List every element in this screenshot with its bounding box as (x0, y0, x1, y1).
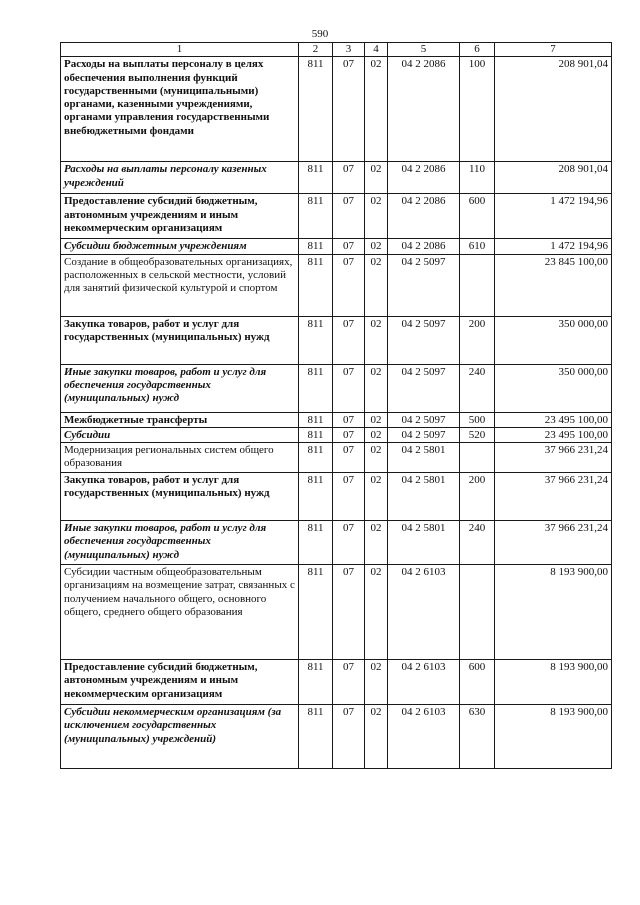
row-target-article-cell: 04 2 6103 (388, 565, 460, 660)
column-header-name: 1 (61, 43, 299, 57)
row-target-article-cell: 04 2 6103 (388, 705, 460, 769)
table-row (61, 162, 612, 194)
row-amount-cell: 37 966 231,24 (495, 521, 612, 565)
row-amount-cell: 350 000,00 (495, 316, 612, 364)
row-name-cell: Предоставление субсидий бюджетным, автономным учреждениям и иным некоммерческим организациям (61, 660, 299, 705)
row-section-cell: 07 (333, 521, 365, 565)
row-name-cell: Закупка товаров, работ и услуг для государственных (муниципальных) нужд (61, 473, 299, 521)
row-section-cell: 07 (333, 473, 365, 521)
column-header-department: 2 (299, 43, 333, 57)
row-department-cell: 811 (299, 412, 333, 427)
row-section-cell: 07 (333, 57, 365, 162)
row-name-cell: Расходы на выплаты персоналу в целях обеспечения выполнения функций государственными (муниципальными) органами, казенными учреждениями, органами управления государственными внебюджетными фондами (61, 57, 299, 162)
table-body (61, 57, 612, 769)
row-department-cell: 811 (299, 194, 333, 239)
row-amount-cell: 1 472 194,96 (495, 239, 612, 254)
row-target-article-cell: 04 2 2086 (388, 239, 460, 254)
row-subsection-cell: 02 (365, 239, 388, 254)
table-row (61, 364, 612, 412)
row-department-cell: 811 (299, 660, 333, 705)
row-department-cell: 811 (299, 364, 333, 412)
row-section-cell: 07 (333, 254, 365, 316)
row-name-cell: Межбюджетные трансферты (61, 412, 299, 427)
row-expense-type-cell (460, 565, 495, 660)
row-subsection-cell: 02 (365, 427, 388, 442)
column-header-section: 3 (333, 43, 365, 57)
row-target-article-cell: 04 2 5801 (388, 473, 460, 521)
row-section-cell: 07 (333, 443, 365, 473)
row-subsection-cell: 02 (365, 412, 388, 427)
row-section-cell: 07 (333, 660, 365, 705)
row-expense-type-cell: 500 (460, 412, 495, 427)
row-amount-cell: 1 472 194,96 (495, 194, 612, 239)
row-name-cell: Создание в общеобразовательных организациях, расположенных в сельской местности, условий для занятий физической культурой и спортом (61, 254, 299, 316)
row-section-cell: 07 (333, 239, 365, 254)
table-row (61, 705, 612, 769)
row-name-cell: Субсидии некоммерческим организациям (за исключением государственных (муниципальных) учреждений) (61, 705, 299, 769)
row-subsection-cell: 02 (365, 473, 388, 521)
row-section-cell: 07 (333, 364, 365, 412)
row-amount-cell: 8 193 900,00 (495, 705, 612, 769)
row-name-cell: Закупка товаров, работ и услуг для государственных (муниципальных) нужд (61, 316, 299, 364)
row-department-cell: 811 (299, 427, 333, 442)
row-target-article-cell: 04 2 5801 (388, 521, 460, 565)
table-row (61, 57, 612, 162)
row-section-cell: 07 (333, 194, 365, 239)
row-subsection-cell: 02 (365, 194, 388, 239)
row-amount-cell: 37 966 231,24 (495, 473, 612, 521)
row-amount-cell: 350 000,00 (495, 364, 612, 412)
column-header-target-article: 5 (388, 43, 460, 57)
table-row (61, 194, 612, 239)
table-row (61, 443, 612, 473)
row-subsection-cell: 02 (365, 254, 388, 316)
table-row (61, 412, 612, 427)
row-subsection-cell: 02 (365, 705, 388, 769)
row-expense-type-cell: 200 (460, 316, 495, 364)
row-expense-type-cell: 610 (460, 239, 495, 254)
row-expense-type-cell: 240 (460, 521, 495, 565)
table-header-row (61, 43, 612, 57)
row-department-cell: 811 (299, 254, 333, 316)
row-expense-type-cell: 240 (460, 364, 495, 412)
row-expense-type-cell: 600 (460, 660, 495, 705)
row-section-cell: 07 (333, 565, 365, 660)
row-section-cell: 07 (333, 705, 365, 769)
row-name-cell: Иные закупки товаров, работ и услуг для обеспечения государственных (муниципальных) нужд (61, 521, 299, 565)
row-amount-cell: 37 966 231,24 (495, 443, 612, 473)
row-target-article-cell: 04 2 2086 (388, 162, 460, 194)
row-amount-cell: 23 845 100,00 (495, 254, 612, 316)
row-target-article-cell: 04 2 5097 (388, 364, 460, 412)
table-row (61, 254, 612, 316)
row-department-cell: 811 (299, 162, 333, 194)
row-department-cell: 811 (299, 705, 333, 769)
table-row (61, 473, 612, 521)
column-header-expense-type: 6 (460, 43, 495, 57)
row-name-cell: Субсидии (61, 427, 299, 442)
row-expense-type-cell: 100 (460, 57, 495, 162)
row-name-cell: Иные закупки товаров, работ и услуг для обеспечения государственных (муниципальных) нужд (61, 364, 299, 412)
budget-table (60, 42, 612, 769)
row-expense-type-cell (460, 443, 495, 473)
row-expense-type-cell: 200 (460, 473, 495, 521)
table-row (61, 565, 612, 660)
row-subsection-cell: 02 (365, 364, 388, 412)
row-subsection-cell: 02 (365, 660, 388, 705)
row-department-cell: 811 (299, 443, 333, 473)
row-target-article-cell: 04 2 2086 (388, 194, 460, 239)
row-subsection-cell: 02 (365, 443, 388, 473)
table-row (61, 316, 612, 364)
row-amount-cell: 8 193 900,00 (495, 660, 612, 705)
row-name-cell: Расходы на выплаты персоналу казенных учреждений (61, 162, 299, 194)
row-target-article-cell: 04 2 5097 (388, 412, 460, 427)
row-department-cell: 811 (299, 565, 333, 660)
row-expense-type-cell: 520 (460, 427, 495, 442)
row-name-cell: Модернизация региональных систем общего образования (61, 443, 299, 473)
row-section-cell: 07 (333, 427, 365, 442)
column-header-subsection: 4 (365, 43, 388, 57)
column-header-amount: 7 (495, 43, 612, 57)
row-department-cell: 811 (299, 473, 333, 521)
row-expense-type-cell (460, 254, 495, 316)
row-department-cell: 811 (299, 521, 333, 565)
row-subsection-cell: 02 (365, 57, 388, 162)
row-amount-cell: 8 193 900,00 (495, 565, 612, 660)
row-subsection-cell: 02 (365, 521, 388, 565)
row-department-cell: 811 (299, 239, 333, 254)
row-section-cell: 07 (333, 316, 365, 364)
table-row (61, 239, 612, 254)
row-target-article-cell: 04 2 5097 (388, 254, 460, 316)
row-name-cell: Субсидии частным общеобразовательным организациям на возмещение затрат, связанных с получением начального общего, основного общего, среднего общего образования (61, 565, 299, 660)
row-department-cell: 811 (299, 57, 333, 162)
page-number: 590 (311, 28, 329, 40)
row-name-cell: Субсидии бюджетным учреждениям (61, 239, 299, 254)
row-target-article-cell: 04 2 2086 (388, 57, 460, 162)
row-target-article-cell: 04 2 5097 (388, 316, 460, 364)
row-amount-cell: 23 495 100,00 (495, 427, 612, 442)
row-amount-cell: 208 901,04 (495, 162, 612, 194)
row-expense-type-cell: 600 (460, 194, 495, 239)
row-department-cell: 811 (299, 316, 333, 364)
table-row (61, 427, 612, 442)
row-target-article-cell: 04 2 5097 (388, 427, 460, 442)
row-expense-type-cell: 110 (460, 162, 495, 194)
table-row (61, 660, 612, 705)
row-name-cell: Предоставление субсидий бюджетным, автономным учреждениям и иным некоммерческим организациям (61, 194, 299, 239)
row-amount-cell: 23 495 100,00 (495, 412, 612, 427)
row-expense-type-cell: 630 (460, 705, 495, 769)
table-row (61, 521, 612, 565)
row-subsection-cell: 02 (365, 162, 388, 194)
row-target-article-cell: 04 2 5801 (388, 443, 460, 473)
row-target-article-cell: 04 2 6103 (388, 660, 460, 705)
row-subsection-cell: 02 (365, 565, 388, 660)
row-subsection-cell: 02 (365, 316, 388, 364)
row-section-cell: 07 (333, 412, 365, 427)
row-section-cell: 07 (333, 162, 365, 194)
row-amount-cell: 208 901,04 (495, 57, 612, 162)
